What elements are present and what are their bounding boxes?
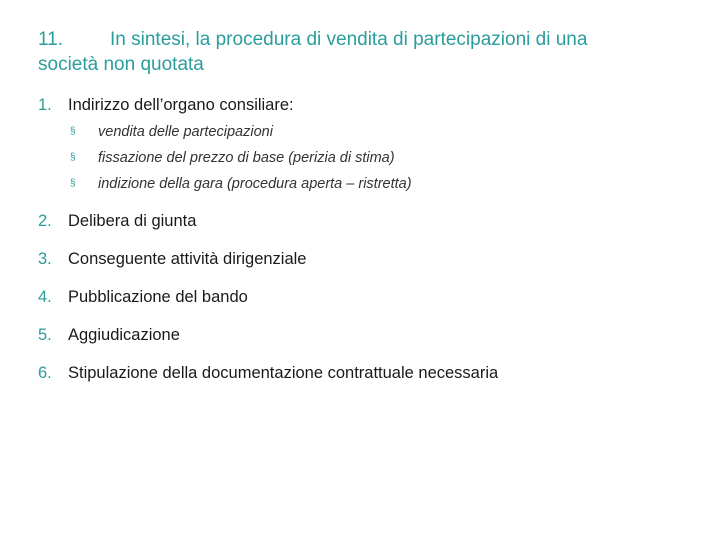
section-bullet-icon: § bbox=[70, 152, 76, 163]
title-line-2: società non quotata bbox=[38, 54, 204, 75]
sub-list bbox=[38, 122, 698, 194]
procedure-list bbox=[38, 94, 698, 384]
title-number: 11. bbox=[38, 29, 64, 50]
item-number: 2. bbox=[38, 212, 52, 230]
item-label: Indirizzo dell’organo consiliare: bbox=[68, 96, 294, 114]
item-label: Aggiudicazione bbox=[68, 326, 180, 344]
sub-item-label: vendita delle partecipazioni bbox=[98, 124, 273, 140]
list-item bbox=[38, 362, 698, 384]
item-number: 3. bbox=[38, 250, 52, 268]
title-line-1: In sintesi, la procedura di vendita di partecipazioni di una bbox=[110, 29, 588, 50]
sub-list-item bbox=[38, 148, 698, 168]
item-number: 5. bbox=[38, 326, 52, 344]
item-label: Stipulazione della documentazione contrattuale necessaria bbox=[68, 364, 499, 382]
item-number: 6. bbox=[38, 364, 52, 382]
list-item bbox=[38, 286, 698, 308]
item-number: 1. bbox=[38, 96, 52, 114]
item-number: 4. bbox=[38, 288, 52, 306]
list-item bbox=[38, 210, 698, 232]
item-label: Pubblicazione del bando bbox=[68, 288, 248, 306]
item-label: Delibera di giunta bbox=[68, 212, 197, 230]
sub-list-item bbox=[38, 174, 698, 194]
item-label: Conseguente attività dirigenziale bbox=[68, 250, 307, 268]
list-item bbox=[38, 94, 698, 194]
list-item bbox=[38, 248, 698, 270]
sub-item-label: fissazione del prezzo di base (perizia di stima) bbox=[98, 150, 395, 166]
section-bullet-icon: § bbox=[70, 178, 76, 189]
list-item bbox=[38, 324, 698, 346]
slide-title bbox=[38, 27, 698, 77]
sub-list-item bbox=[38, 122, 698, 142]
sub-item-label: indizione della gara (procedura aperta – ristretta) bbox=[98, 176, 412, 192]
section-bullet-icon: § bbox=[70, 126, 76, 137]
